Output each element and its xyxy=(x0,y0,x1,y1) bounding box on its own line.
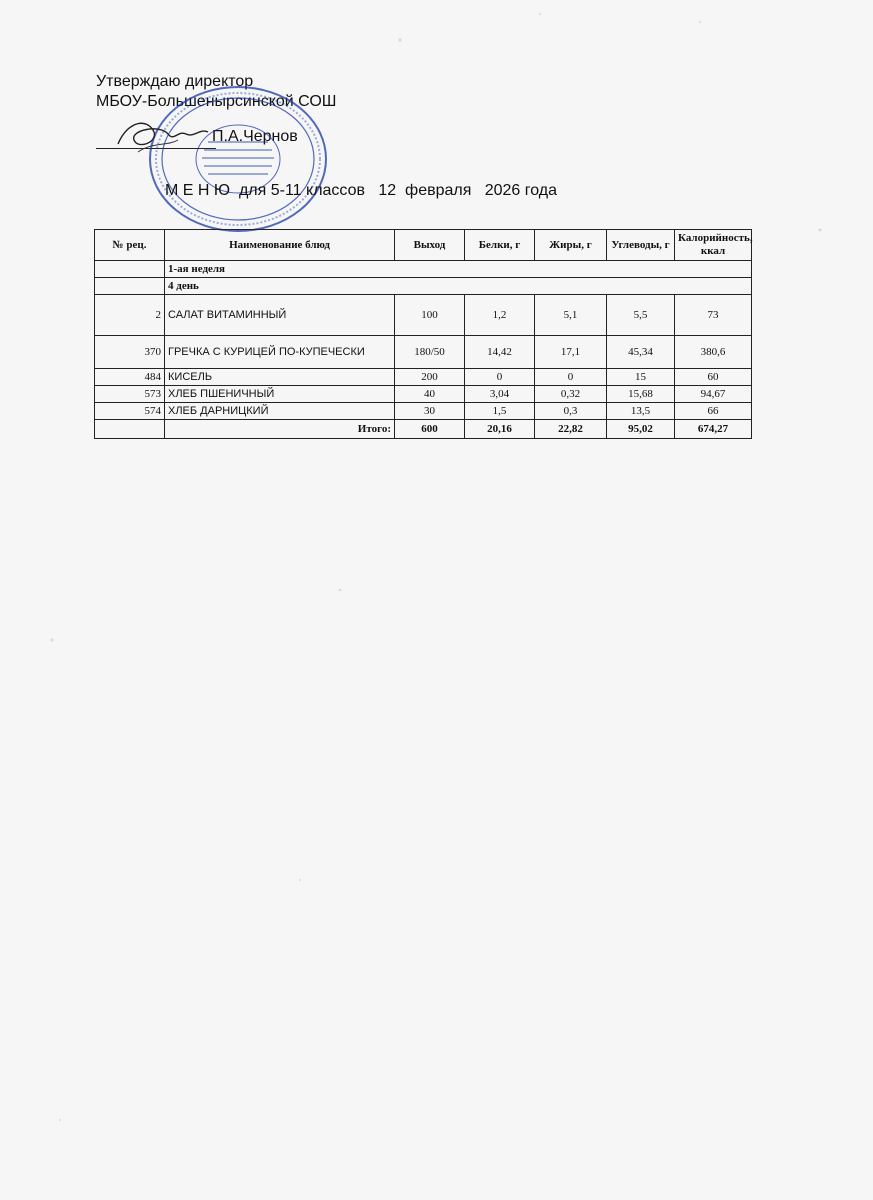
row-yield: 40 xyxy=(395,386,465,403)
row-fat: 0 xyxy=(535,369,607,386)
table-row xyxy=(95,386,752,403)
row-kcal: 60 xyxy=(675,369,752,386)
total-kcal: 674,27 xyxy=(675,420,752,439)
day-label: 4 день xyxy=(165,278,752,295)
row-code: 484 xyxy=(95,369,165,386)
row-protein: 1,5 xyxy=(465,403,535,420)
row-carbs: 45,34 xyxy=(607,336,675,369)
row-fat: 17,1 xyxy=(535,336,607,369)
row-yield: 200 xyxy=(395,369,465,386)
total-label: Итого: xyxy=(165,420,395,439)
row-code: 574 xyxy=(95,403,165,420)
row-yield: 180/50 xyxy=(395,336,465,369)
row-kcal: 66 xyxy=(675,403,752,420)
row-fat: 0,3 xyxy=(535,403,607,420)
row-name: ХЛЕБ ПШЕНИЧНЫЙ xyxy=(165,386,395,403)
header-code: № рец. xyxy=(95,230,165,261)
row-carbs: 5,5 xyxy=(607,295,675,336)
row-kcal: 73 xyxy=(675,295,752,336)
row-name: ГРЕЧКА С КУРИЦЕЙ ПО-КУПЕЧЕСКИ xyxy=(165,336,395,369)
table-header-row xyxy=(95,230,752,261)
header-yield: Выход xyxy=(395,230,465,261)
row-carbs: 15 xyxy=(607,369,675,386)
day-row xyxy=(95,278,752,295)
header-carbs: Углеводы, г xyxy=(607,230,675,261)
row-name: ХЛЕБ ДАРНИЦКИЙ xyxy=(165,403,395,420)
row-code: 370 xyxy=(95,336,165,369)
total-yield: 600 xyxy=(395,420,465,439)
header-fat: Жиры, г xyxy=(535,230,607,261)
row-name: КИСЕЛЬ xyxy=(165,369,395,386)
row-name: САЛАТ ВИТАМИННЫЙ xyxy=(165,295,395,336)
approval-line-2: МБОУ-Большенырсинской СОШ xyxy=(96,93,337,110)
table-row xyxy=(95,295,752,336)
header-kcal: Калорийность, ккал xyxy=(675,230,752,261)
table-row xyxy=(95,336,752,369)
signer-name: П.А.Чернов xyxy=(212,128,298,145)
row-protein: 14,42 xyxy=(465,336,535,369)
total-carbs: 95,02 xyxy=(607,420,675,439)
week-label: 1-ая неделя xyxy=(165,261,752,278)
total-protein: 20,16 xyxy=(465,420,535,439)
row-carbs: 13,5 xyxy=(607,403,675,420)
menu-title: М Е Н Ю для 5-11 классов 12 февраля 2026 года xyxy=(165,182,558,199)
row-code: 2 xyxy=(95,295,165,336)
approval-line-1: Утверждаю директор xyxy=(96,73,254,90)
row-protein: 1,2 xyxy=(465,295,535,336)
row-code: 573 xyxy=(95,386,165,403)
row-protein: 3,04 xyxy=(465,386,535,403)
menu-table xyxy=(94,229,752,439)
week-row xyxy=(95,261,752,278)
header-protein: Белки, г xyxy=(465,230,535,261)
row-protein: 0 xyxy=(465,369,535,386)
row-yield: 100 xyxy=(395,295,465,336)
row-kcal: 380,6 xyxy=(675,336,752,369)
row-carbs: 15,68 xyxy=(607,386,675,403)
total-row xyxy=(95,420,752,439)
row-fat: 0,32 xyxy=(535,386,607,403)
header-name: Наименование блюд xyxy=(165,230,395,261)
table-row xyxy=(95,403,752,420)
row-fat: 5,1 xyxy=(535,295,607,336)
total-fat: 22,82 xyxy=(535,420,607,439)
table-row xyxy=(95,369,752,386)
row-yield: 30 xyxy=(395,403,465,420)
row-kcal: 94,67 xyxy=(675,386,752,403)
handwritten-signature-icon xyxy=(108,112,218,162)
